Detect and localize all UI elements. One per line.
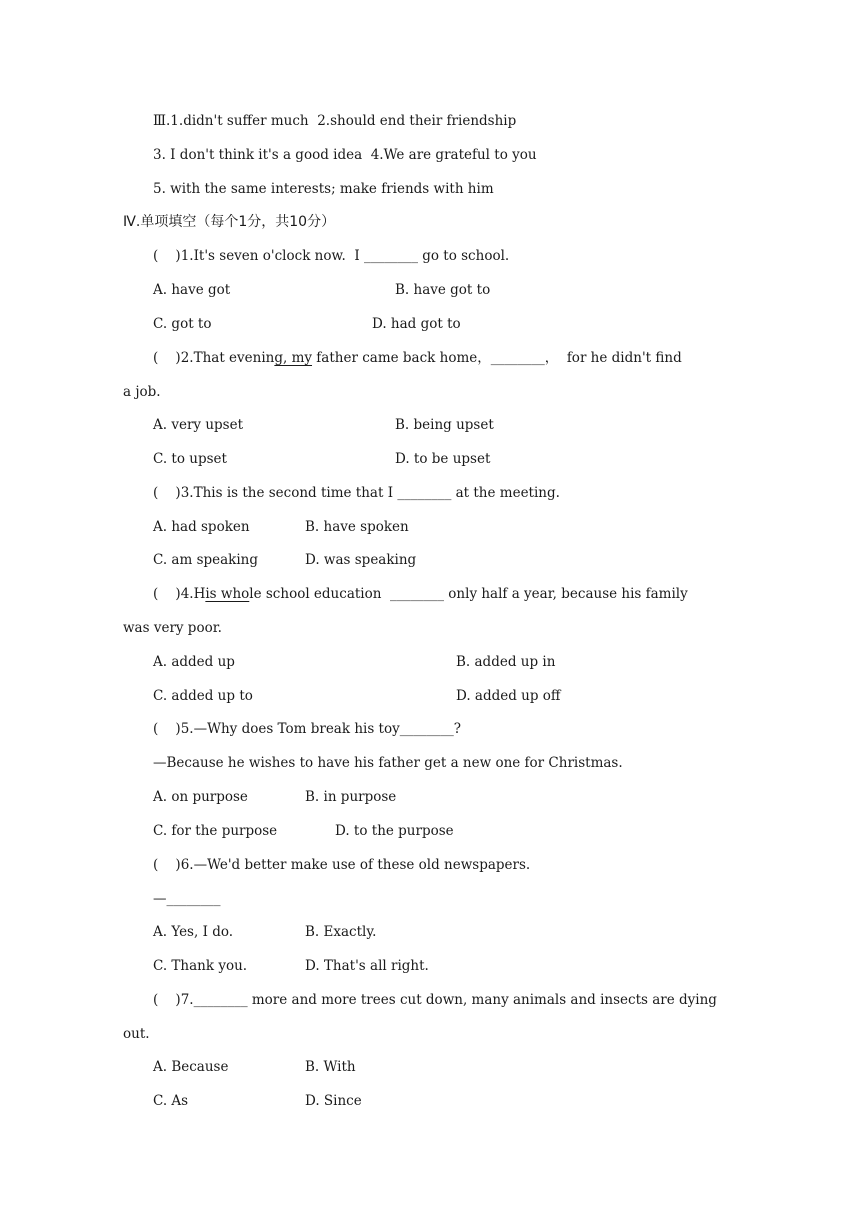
question-2-option-c: C. to upset [153,451,227,467]
question-6-option-d: D. That's all right. [305,958,429,974]
question-2-stem-continued: a job. [123,384,161,400]
question-7-option-a: A. Because [153,1059,229,1075]
question-5-option-b: B. in purpose [305,789,397,805]
question-4-option-a: A. added up [153,654,235,670]
question-2-option-b: B. being upset [395,417,494,433]
question-2-stem-rest: father came back home，________， for he didn't find [312,350,682,366]
question-1-option-c: C. got to [153,316,212,332]
question-4-stem-continued: was very poor. [123,620,222,636]
question-6-stem-2: —________ [153,891,221,907]
question-6-option-c: C. Thank you. [153,958,248,974]
answer-line-2: 3. I don't think it's a good idea 4.We are grateful to you [153,147,537,163]
question-3-option-a: A. had spoken [153,519,250,535]
question-2-underlined: g, my [274,350,313,366]
question-6-stem: ( )6.—We'd better make use of these old newspapers. [153,857,531,873]
question-6-option-a: A. Yes, I do. [153,924,234,940]
question-4-stem-rest: le school education ________ only half a year, because his family [249,586,688,602]
question-7-stem-continued: out. [123,1026,150,1042]
question-7-option-d: D. Since [305,1093,362,1109]
question-5-option-c: C. for the purpose [153,823,278,839]
question-2-option-a: A. very upset [153,417,243,433]
question-3-stem: ( )3.This is the second time that I ________ at the meeting. [153,485,560,501]
question-5-stem-2: —Because he wishes to have his father get a new one for Christmas. [153,755,623,771]
question-5-option-d: D. to the purpose [335,823,454,839]
question-7-option-b: B. With [305,1059,356,1075]
question-4-option-d: D. added up off [456,688,561,704]
section-heading: Ⅳ.单项填空（每个1分，共10分） [123,214,336,230]
question-5-option-a: A. on purpose [153,789,248,805]
question-3-option-c: C. am speaking [153,552,259,568]
question-4-option-b: B. added up in [456,654,556,670]
question-2-stem [153,348,682,368]
question-7-option-c: C. As [153,1093,189,1109]
question-4-stem-part: ( )4.H [153,586,206,602]
question-5-stem: ( )5.—Why does Tom break his toy________? [153,721,461,737]
question-6-option-b: B. Exactly. [305,924,377,940]
question-2-option-d: D. to be upset [395,451,491,467]
answer-line-3: 5. with the same interests; make friends with him [153,181,494,197]
question-1-option-b: B. have got to [395,282,491,298]
answer-line-1: Ⅲ.1.didn't suffer much 2.should end their friendship [153,113,517,129]
question-4-option-c: C. added up to [153,688,253,704]
question-7-stem: ( )7.________ more and more trees cut down, many animals and insects are dying [153,992,717,1008]
question-1-option-a: A. have got [153,282,231,298]
question-2-stem-part: ( )2.That evenin [153,350,275,366]
question-1-stem: ( )1.It's seven o'clock now. I ________ go to school. [153,248,510,264]
question-1-option-d: D. had got to [372,316,461,332]
question-4-underlined: is who [205,586,250,602]
question-3-option-b: B. have spoken [305,519,409,535]
question-3-option-d: D. was speaking [305,552,417,568]
question-4-stem [153,584,688,604]
